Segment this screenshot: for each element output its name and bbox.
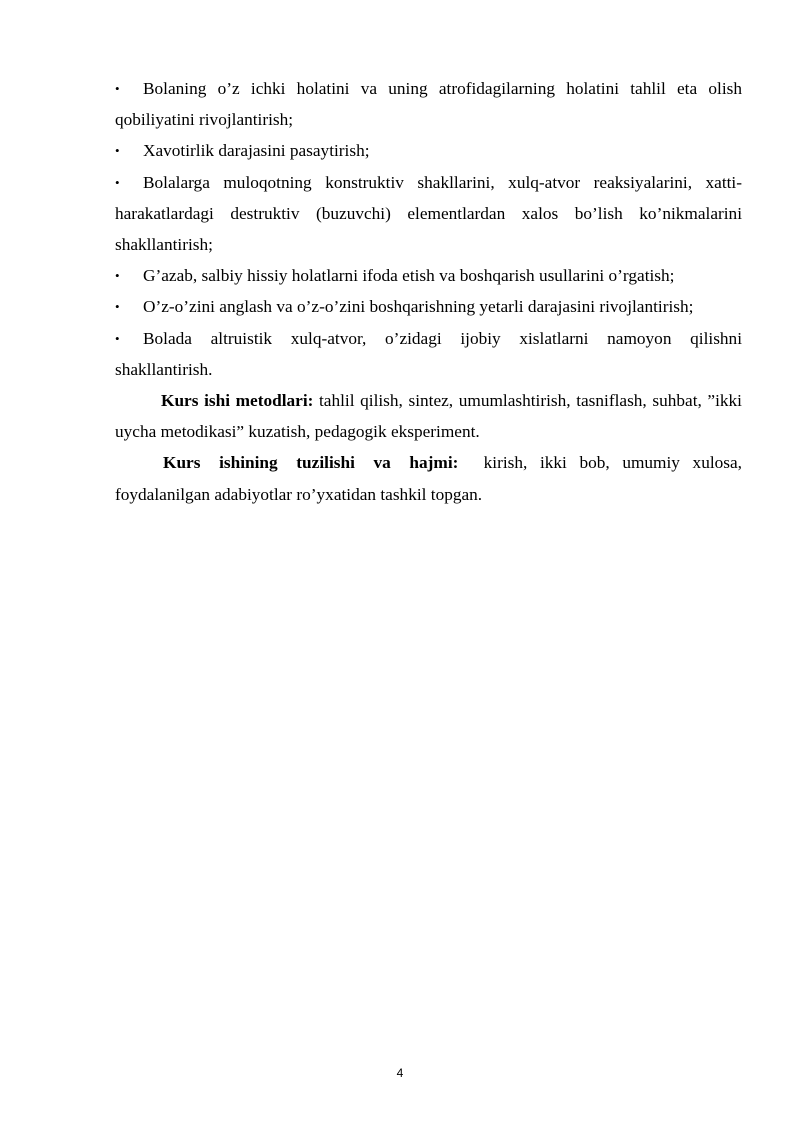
list-item bbox=[115, 291, 742, 322]
structure-paragraph bbox=[115, 447, 747, 509]
list-item-text: Xavotirlik darajasini pasaytirish; bbox=[143, 141, 370, 161]
list-item bbox=[115, 73, 742, 135]
structure-label: Kurs ishining tuzilishi va hajmi: bbox=[163, 453, 459, 473]
list-item bbox=[115, 260, 742, 291]
list-item-text: G’azab, salbiy hissiy holatlarni ifoda etish va boshqarish usullarini o’rgatish; bbox=[143, 266, 675, 286]
bullet-icon: • bbox=[115, 81, 120, 96]
methods-paragraph bbox=[115, 385, 742, 447]
bullet-icon: • bbox=[115, 330, 120, 346]
bullet-icon: • bbox=[115, 143, 120, 159]
methods-label: Kurs ishi metodlari: bbox=[161, 391, 314, 411]
list-item-text: Bolada altruistik xulq-atvor, o’zidagi ijobiy xislatlarni namoyon qilishni shakllantirish. bbox=[115, 328, 742, 379]
list-item bbox=[115, 135, 742, 166]
list-item-text: O’z-o’zini anglash va o’z-o’zini boshqarishning yetarli darajasini rivojlantirish; bbox=[143, 297, 694, 317]
page-number: 4 bbox=[396, 1066, 404, 1080]
structure-text: kirish, ikki bob, umumiy xulosa, foydalanilgan adabiyotlar ro’yxatidan tashkil topgan. bbox=[115, 453, 747, 504]
bullet-icon: • bbox=[115, 268, 120, 284]
methods-text: tahlil qilish, sintez, umumlashtirish, tasniflash, suhbat, ”ikki uycha metodikasi” kuzatish, pedagogik eksperiment. bbox=[115, 391, 742, 442]
page-body bbox=[115, 73, 747, 510]
list-item-text: Bolalarga muloqotning konstruktiv shakllarini, xulq-atvor reaksiyalarini, xatti-harakatlardagi destruktiv (buzuvchi) elementlardan xalos bo’lish ko’nikmalarini shakllantirish; bbox=[115, 172, 742, 255]
list-item-text: Bolaning o’z ichki holatini va uning atrofidagilarning holatini tahlil eta olish qobiliyatini rivojlantirish; bbox=[115, 79, 742, 130]
bullet-icon: • bbox=[115, 299, 120, 315]
bullet-icon: • bbox=[115, 174, 120, 190]
list-item bbox=[115, 323, 742, 385]
list-item bbox=[115, 167, 742, 261]
